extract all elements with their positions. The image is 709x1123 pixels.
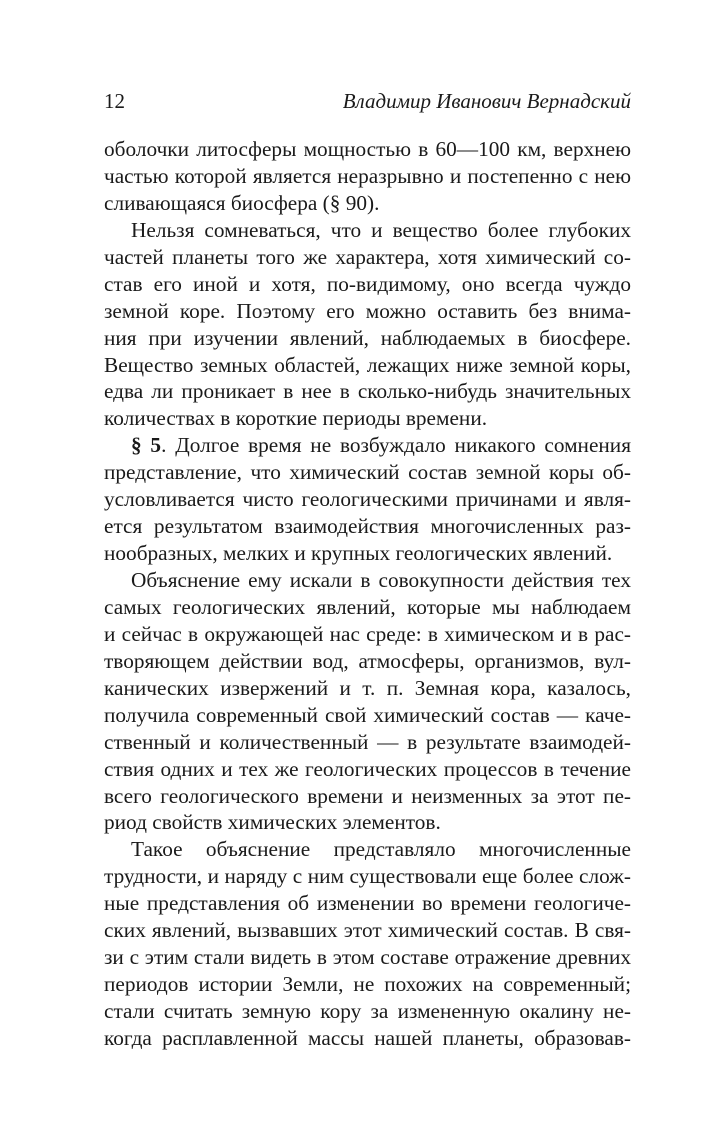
text-line: риод свойств химических элементов. <box>104 810 441 835</box>
paragraph-1 <box>104 136 631 217</box>
paragraph-section-5 <box>104 432 631 567</box>
text-line: получила современный свой химический состав — каче- <box>104 702 631 727</box>
text-line: ется результатом взаимодействия многочисленных раз- <box>104 514 631 539</box>
running-head-author: Владимир Иванович Вернадский <box>342 89 631 113</box>
text-line: самых геологических явлений, которые мы наблюдаем <box>104 594 631 619</box>
text-line: частей планеты того же характера, хотя химический со- <box>104 244 631 269</box>
text-line: зи с этим стали видеть в этом составе отражение древних <box>104 945 631 970</box>
text-line: условливается чисто геологическими причинами и явля- <box>104 487 631 512</box>
text-line: всего геологического времени и неизменных за этот пе- <box>104 783 631 808</box>
text-line: когда расплавленной массы нашей планеты, образовав- <box>104 1025 631 1050</box>
text-line: Вещество земных областей, лежащих ниже земной коры, <box>104 352 631 377</box>
text-line: ственный и количественный — в результате взаимодей- <box>104 729 631 754</box>
text-line: стали считать земную кору за измененную окалину не- <box>104 999 631 1023</box>
running-head <box>104 86 631 116</box>
text-line: количествах в короткие периоды времени. <box>104 406 488 431</box>
paragraph-4 <box>104 567 631 836</box>
text-line: Такое объяснение представляло многочисленные <box>131 837 631 862</box>
text-line: Нельзя сомневаться, что и вещество более глубоких <box>131 217 631 242</box>
text-line: творяющем действии вод, атмосферы, организмов, вул- <box>104 648 631 673</box>
text-line: канических извержений и т. п. Земная кора, казалось, <box>104 675 631 700</box>
paragraph-5 <box>104 836 631 1052</box>
text-line: ских явлений, вызвавших этот химический состав. В свя- <box>104 918 631 943</box>
text-line: оболочки литосферы мощностью в 60—100 км, верхнею <box>104 137 631 161</box>
text-line: периодов истории Земли, не похожих на современный; <box>104 972 631 997</box>
text-line: ные представления об изменении во времени геологиче- <box>104 891 631 916</box>
text-line: нообразных, мелких и крупных геологических явлений. <box>104 541 613 566</box>
text-line-rest: . Долгое время не возбуждало никакого сомнения <box>161 433 631 458</box>
section-mark: § 5 <box>131 433 162 458</box>
text-line: и сейчас в окружающей нас среде: в химическом и в рас- <box>104 621 631 646</box>
text-line: Объяснение ему искали в совокупности действия тех <box>131 568 631 592</box>
page-number: 12 <box>104 89 125 113</box>
text-line: став его иной и хотя, по-видимому, оно всегда чуждо <box>104 271 631 296</box>
text-line: сливающаяся биосфера (§ 90). <box>104 190 380 215</box>
paragraph-2 <box>104 217 631 433</box>
text-line: едва ли проникает в нее в сколько-нибудь значительных <box>104 379 631 404</box>
text-line: трудности, и наряду с ним существовали еще более слож- <box>104 864 631 889</box>
text-line: ния при изучении явлений, наблюдаемых в биосфере. <box>104 325 631 350</box>
text-line: ствия одних и тех же геологических процессов в течение <box>104 756 631 781</box>
text-line: частью которой является неразрывно и постепенно с нею <box>104 163 631 188</box>
text-line <box>104 432 631 459</box>
text-line: земной коре. Поэтому его можно оставить без внима- <box>104 298 631 323</box>
text-line: представление, что химический состав земной коры об- <box>104 460 631 485</box>
body-text <box>104 136 631 1052</box>
